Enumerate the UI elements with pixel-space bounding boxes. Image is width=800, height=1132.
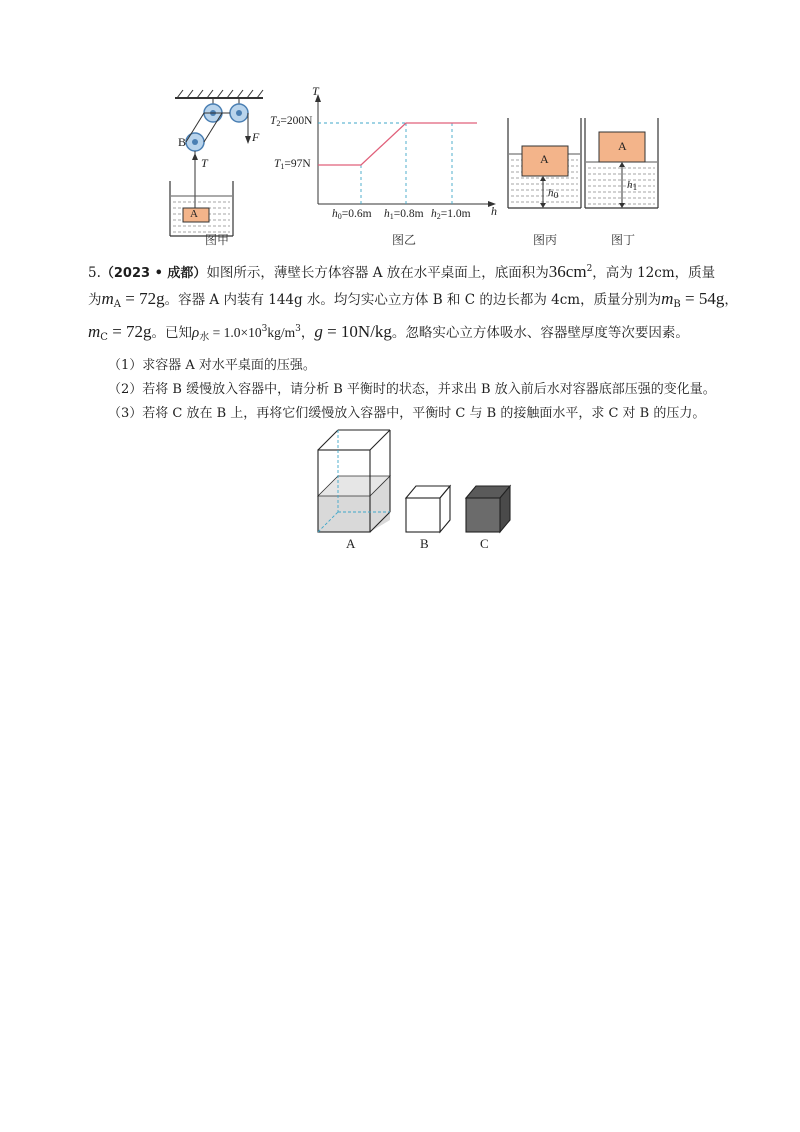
T1-label: T1=97N	[274, 158, 311, 171]
label-A: A	[346, 536, 356, 551]
caption-yi: 图乙	[392, 233, 417, 247]
label-B: B	[420, 536, 429, 551]
label-F: F	[252, 130, 260, 144]
h0-mark: h0	[548, 187, 559, 200]
h1-mark: h1	[627, 179, 638, 192]
figure-jia	[165, 86, 275, 246]
figure-ding	[582, 116, 662, 216]
question-2: （2）若将 B 缓慢放入容器中，请分析 B 平衡时的状态，并求出 B 放入前后水对容器底部压强的变化量。	[108, 382, 716, 397]
problem-source: （2023 • 成都）	[100, 266, 207, 281]
caption-bing: 图丙	[533, 233, 558, 247]
axis-y-label: T	[312, 84, 319, 98]
pulley-diagram	[165, 86, 275, 246]
problem-line-2: 为$m_A = 72g$。容器 A 内装有 144g 水。均匀实心立方体 B 和 C 的边长都为 4cm，质量分别为$m_B = 54g$，	[88, 289, 738, 310]
label-T: T	[201, 156, 208, 170]
question-3: （3）若将 C 放在 B 上，再将它们缓慢放入容器中，平衡时 C 与 B 的接触面水平，求 C 对 B 的压力。	[108, 406, 706, 421]
T2-label: T2=200N	[270, 115, 313, 128]
block-A-label: A	[190, 208, 198, 220]
block-A-label: A	[618, 139, 627, 153]
problem-line-3: $m_C = 72g$。已知$\rho_水 = 1.0\times 10^3kg/m^3$，g = 10N/kg。忽略实心立方体吸水、容器壁厚度等次要因素。	[88, 322, 689, 343]
h2-label: h2=1.0m	[431, 208, 471, 221]
tension-graph	[270, 86, 500, 226]
problem-number: 5.	[88, 265, 101, 281]
caption-ding: 图丁	[611, 233, 636, 247]
container-and-cubes	[310, 426, 520, 536]
area-value: 36cm	[548, 262, 587, 281]
h1-label: h1=0.8m	[384, 208, 424, 221]
problem-line-1: 5.（2023 • 成都）如图所示，薄壁长方体容器 A 放在水平桌面上，底面积为$36cm^2$，高为 12cm，质量	[88, 262, 716, 281]
block-A-label: A	[540, 152, 549, 166]
caption-jia: 图甲	[205, 233, 230, 247]
problem-statement	[88, 258, 768, 348]
question-1: （1）求容器 A 对水平桌面的压强。	[108, 358, 316, 373]
label-C: C	[480, 536, 489, 551]
figure-yi	[270, 86, 500, 226]
axis-x-label: h	[491, 204, 497, 218]
h0-label: h0=0.6m	[332, 208, 372, 221]
figure-containers	[310, 426, 520, 556]
label-B: B	[178, 135, 187, 149]
figure-bing	[505, 116, 585, 216]
